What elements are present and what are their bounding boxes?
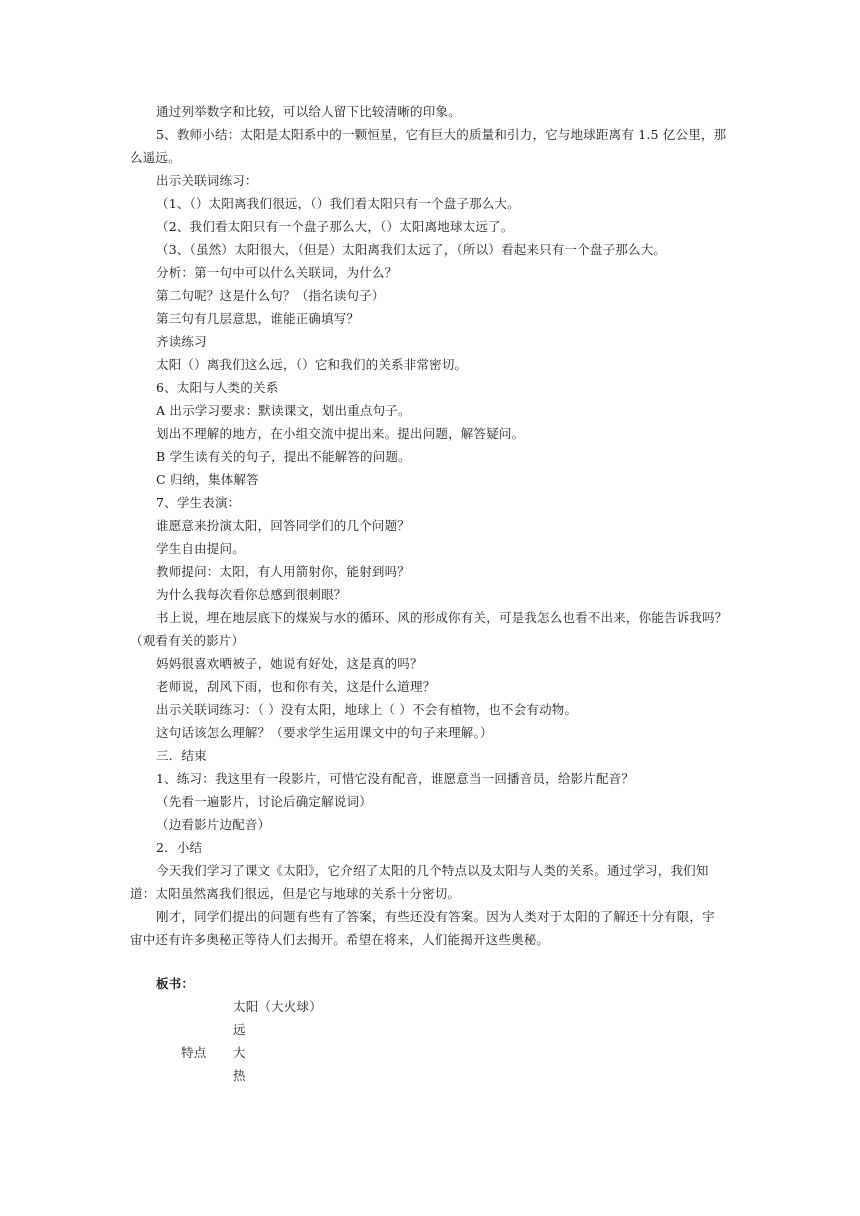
text-line: A 出示学习要求：默读课文，划出重点句子。 xyxy=(156,403,411,418)
text-line: 道：太阳虽然离我们很远，但是它与地球的关系十分密切。 xyxy=(130,886,461,901)
text-line: 书上说，埋在地层底下的煤炭与水的循环、风的形成你有关，可是我怎么也看不出来，你能告诉我吗？ xyxy=(156,610,728,625)
text-line: 出示关联词练习：（ ）没有太阳，地球上（ ）不会有植物，也不会有动物。 xyxy=(156,702,578,717)
text-line: （1、（）太阳离我们很远，（）我们看太阳只有一个盘子那么大。 xyxy=(156,196,520,211)
text-line: 宙中还有许多奥秘正等待人们去揭开。希望在将来，人们能揭开这些奥秘。 xyxy=(130,932,550,947)
text-line: 通过列举数字和比较，可以给人留下比较清晰的印象。 xyxy=(156,104,461,119)
text-line: 谁愿意来扮演太阳，回答同学们的几个问题？ xyxy=(156,518,411,533)
text-line: 6、太阳与人类的关系 xyxy=(156,380,279,395)
text-line: （边看影片边配音） xyxy=(156,817,271,832)
text-line: 学生自由提问。 xyxy=(156,541,245,556)
board-item: 远 xyxy=(233,1022,246,1037)
text-line: 刚才，同学们提出的问题有些有了答案，有些还没有答案。因为人类对于太阳的了解还十分有限，宇 xyxy=(156,909,715,924)
text-line: 今天我们学习了课文《太阳》，它介绍了太阳的几个特点以及太阳与人类的关系。通过学习，我们知 xyxy=(156,863,709,878)
text-line: （观看有关的影片） xyxy=(130,633,245,648)
board-item: 热 xyxy=(233,1068,246,1083)
text-line: 7、学生表演： xyxy=(156,495,241,510)
text-line: （3、（虽然）太阳很大，（但是）太阳离我们太远了，（所以）看起来只有一个盘子那么大。 xyxy=(156,242,667,257)
text-line: 妈妈很喜欢晒被子，她说有好处，这是真的吗？ xyxy=(156,656,423,671)
text-line: 5、教师小结：太阳是太阳系中的一颗恒星，它有巨大的质量和引力，它与地球距离有 1.5 亿公里，那 xyxy=(156,127,727,142)
text-line: 老师说，刮风下雨，也和你有关，这是什么道理？ xyxy=(156,679,436,694)
text-line: 为什么我每次看你总感到很刺眼？ xyxy=(156,587,347,602)
text-line: （先看一遍影片，讨论后确定解说词） xyxy=(156,794,372,809)
text-line: 三．结束 xyxy=(156,748,207,763)
board-title: 太阳（大火球） xyxy=(233,999,322,1014)
text-line: 分析：第一句中可以什么关联词，为什么？ xyxy=(156,265,398,280)
text-line: 齐读练习 xyxy=(156,334,207,349)
text-line: 2．小结 xyxy=(156,840,203,855)
text-line: 太阳（）离我们这么远，（）它和我们的关系非常密切。 xyxy=(156,357,468,372)
board-item: 大 xyxy=(233,1045,246,1060)
text-line: 出示关联词练习： xyxy=(156,173,258,188)
text-line: 1、练习：我这里有一段影片，可惜它没有配音，谁愿意当一回播音员，给影片配音？ xyxy=(156,771,635,786)
text-line: 划出不理解的地方，在小组交流中提出来。提出问题，解答疑问。 xyxy=(156,426,525,441)
text-line: B 学生读有关的句子，提出不能解答的问题。 xyxy=(156,449,411,464)
text-line: 这句话该怎么理解？（要求学生运用课文中的句子来理解。） xyxy=(156,725,493,740)
text-line: C 归纳，集体解答 xyxy=(156,472,259,487)
text-line: 第三句有几层意思，谁能正确填写？ xyxy=(156,311,360,326)
text-line: 第二句呢？这是什么句？（指名读句子） xyxy=(156,288,385,303)
board-label: 特点 xyxy=(181,1045,207,1060)
board-heading: 板书： xyxy=(156,976,195,991)
text-line: 教师提问：太阳，有人用箭射你，能射到吗？ xyxy=(156,564,411,579)
text-line: 么遥远。 xyxy=(130,150,181,165)
text-line: （2、我们看太阳只有一个盘子那么大，（）太阳离地球太远了。 xyxy=(156,219,514,234)
